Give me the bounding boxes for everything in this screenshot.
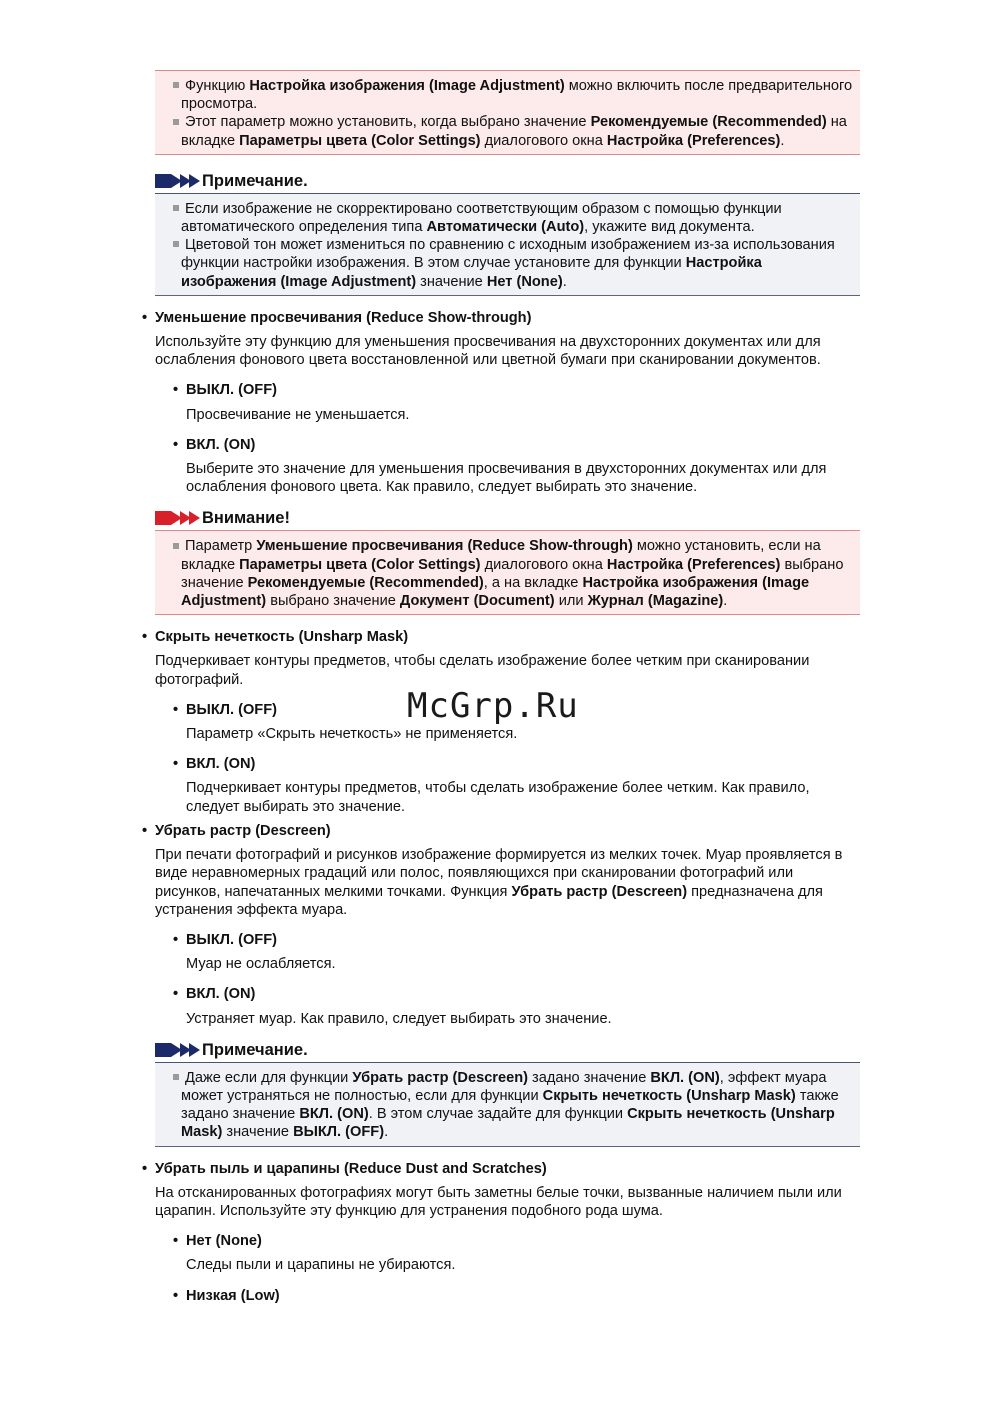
caution-item-2: Этот параметр можно установить, когда выбрано значение Рекомендуемые (Recommended) на вкладке Параметры цвета (Color Settings) диалогового окна Настройка (Preferences). (181, 113, 860, 149)
caution-box-top (155, 70, 860, 155)
note-header (155, 1036, 860, 1063)
note-box (155, 194, 860, 296)
option-low-label: • Низкая (Low) (186, 1287, 860, 1305)
caution-header (155, 504, 860, 531)
note-title: Примечание. (202, 1040, 308, 1059)
note-header (155, 167, 860, 194)
option-off-label: • ВЫКЛ. (OFF) (186, 701, 860, 719)
section-body: При печати фотографий и рисунков изображение формируется из мелких точек. Муар проявляется в виде неравномерных градаций или полос, появляющихся при сканировании фотографий или рисунков, напечатанных мелкими точками. Функция Убрать растр (Descreen) предназначена для устранения эффекта муара. (155, 847, 843, 918)
option-none-text: Следы пыли и царапины не убираются. (186, 1257, 456, 1274)
option-on-text: Выберите это значение для уменьшения просвечивания в двухсторонних документах или для ослабления фонового цвета. Как правило, следует выбирать это значение. (186, 461, 827, 496)
option-on-label: • ВКЛ. (ON) (186, 985, 860, 1003)
note-item-2: Цветовой тон может измениться по сравнению с исходным изображением из-за использования функции настройки изображения. В этом случае установите для функции Настройка изображения (Image Adjustment) значение Нет (None). (181, 236, 860, 291)
section-heading-descreen: • Убрать растр (Descreen) (155, 822, 860, 840)
square-bullet-icon (173, 82, 179, 88)
square-bullet-icon (173, 241, 179, 247)
square-bullet-icon (173, 543, 179, 549)
note-chevron-icon (155, 1043, 198, 1057)
option-on-label: • ВКЛ. (ON) (186, 436, 860, 454)
watermark: McGrp.Ru (407, 686, 579, 726)
caution-item: Параметр Уменьшение просвечивания (Reduce Show-through) можно установить, если на вкладке Параметры цвета (Color Settings) диалогового окна Настройка (Preferences) выбрано значение Рекомендуемые (Recommended), а на вкладке Настройка изображения (Image Adjustment) выбрано значение Документ (Document) или Журнал (Magazine). (181, 537, 860, 610)
option-on-text: Подчеркивает контуры предметов, чтобы сделать изображение более четким. Как правило, следует выбирать это значение. (186, 780, 810, 815)
note-box (155, 1063, 860, 1147)
caution-box (155, 531, 860, 615)
square-bullet-icon (173, 1074, 179, 1080)
note-item: Даже если для функции Убрать растр (Descreen) задано значение ВКЛ. (ON), эффект муара может устраняться не полностью, если для функции Скрыть нечеткость (Unsharp Mask) также задано значение ВКЛ. (ON). В этом случае задайте для функции Скрыть нечеткость (Unsharp Mask) значение ВЫКЛ. (OFF). (181, 1069, 860, 1142)
caution-item-1: Функцию Настройка изображения (Image Adjustment) можно включить после предварительного просмотра. (181, 77, 860, 113)
note-item-1: Если изображение не скорректировано соответствующим образом с помощью функции автоматического определения типа Автоматически (Auto), укажите вид документа. (181, 200, 860, 236)
section-heading-reduce-show-through: • Уменьшение просвечивания (Reduce Show-through) (155, 309, 860, 327)
caution-title: Внимание! (202, 509, 290, 528)
square-bullet-icon (173, 205, 179, 211)
note-title: Примечание. (202, 171, 308, 190)
option-off-label: • ВЫКЛ. (OFF) (186, 931, 860, 949)
square-bullet-icon (173, 119, 179, 125)
note-chevron-icon (155, 174, 198, 188)
section-body: На отсканированных фотографиях могут быть заметны белые точки, вызванные наличием пыли или царапин. Используйте эту функцию для устранения подобного рода шума. (155, 1184, 842, 1219)
section-heading-reduce-dust: • Убрать пыль и царапины (Reduce Dust and Scratches) (155, 1160, 860, 1178)
option-off-text: Просвечивание не уменьшается. (186, 406, 410, 423)
section-body: Используйте эту функцию для уменьшения просвечивания на двухсторонних документах или для ослабления фонового цвета восстановленной или цветной бумаги при сканировании документов. (155, 334, 821, 369)
option-off-text: Параметр «Скрыть нечеткость» не применяется. (186, 726, 518, 743)
section-heading-unsharp-mask: • Скрыть нечеткость (Unsharp Mask) (155, 628, 860, 646)
section-body: Подчеркивает контуры предметов, чтобы сделать изображение более четким при сканировании фотографий. (155, 653, 810, 688)
option-off-label: • ВЫКЛ. (OFF) (186, 381, 860, 399)
caution-chevron-icon (155, 511, 198, 525)
option-on-label: • ВКЛ. (ON) (186, 755, 860, 773)
option-off-text: Муар не ослабляется. (186, 956, 336, 973)
option-none-label: • Нет (None) (186, 1232, 860, 1250)
option-on-text: Устраняет муар. Как правило, следует выбирать это значение. (186, 1010, 612, 1027)
